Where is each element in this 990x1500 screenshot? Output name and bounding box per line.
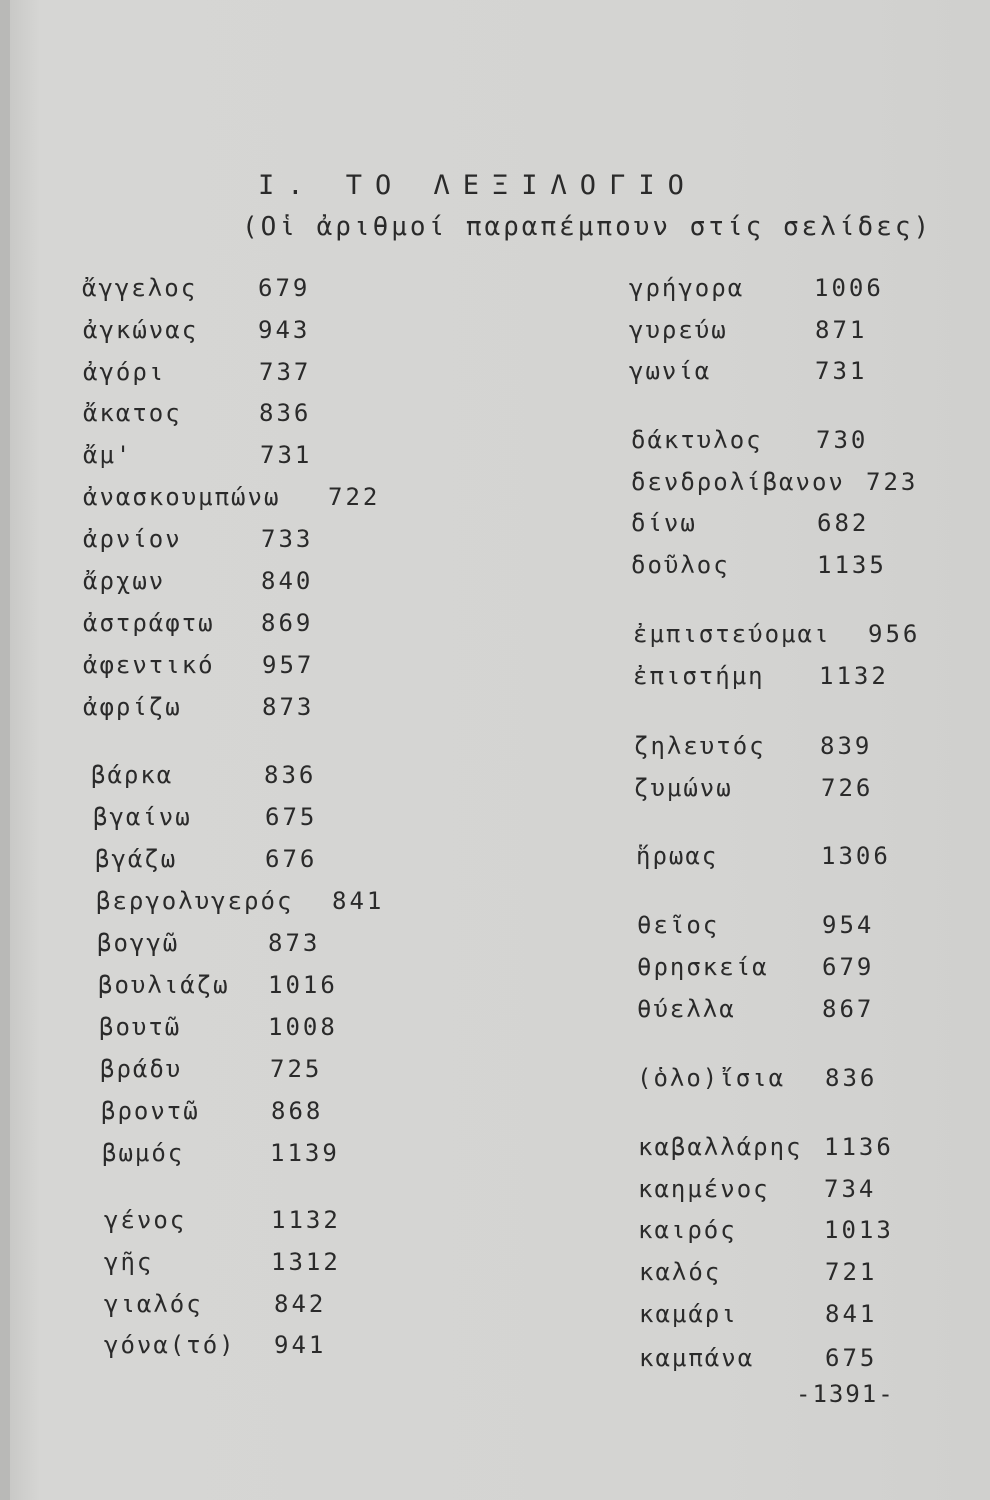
entry-page: 1013 xyxy=(824,1216,894,1244)
entry-word: καιρός xyxy=(638,1216,737,1244)
entry-page: 941 xyxy=(274,1331,327,1359)
entry-page: 737 xyxy=(259,358,312,386)
entry-page: 841 xyxy=(332,887,385,915)
entry-word: καμπάνα xyxy=(639,1344,755,1372)
entry-word: καμάρι xyxy=(639,1300,738,1328)
entry-word: ἀφρίζω xyxy=(83,693,182,721)
entry-page: 1132 xyxy=(271,1206,341,1234)
entry-word: δενδρολίβανον xyxy=(631,468,845,496)
entry-word: γόνα(τό) xyxy=(104,1331,236,1359)
entry-word: ἀγόρι xyxy=(83,358,166,386)
entry-page: 867 xyxy=(822,995,875,1023)
entry-word: ἀρνίον xyxy=(83,525,182,553)
entry-page: 1312 xyxy=(271,1248,341,1276)
entry-page: 679 xyxy=(822,953,875,981)
entry-word: καβαλλάρης xyxy=(638,1133,803,1161)
entry-page: 723 xyxy=(866,468,919,496)
entry-word: ἄμ' xyxy=(83,441,133,469)
entry-page: 722 xyxy=(328,483,381,511)
entry-word: βράδυ xyxy=(100,1055,183,1083)
entry-word: ζηλευτός xyxy=(634,732,766,760)
page-subtitle: (Οἱ ἀριθμοί παραπέμπουν στίς σελίδες) xyxy=(242,212,933,242)
entry-page: 679 xyxy=(258,274,311,302)
entry-word: ἄγγελος xyxy=(82,274,198,302)
entry-word: βροντῶ xyxy=(101,1097,200,1125)
entry-word: βγαίνω xyxy=(93,803,192,831)
entry-page: 840 xyxy=(261,567,314,595)
page-title: I. ΤΟ ΛΕΞΙΛΟΓΙΟ xyxy=(258,170,697,201)
entry-page: 676 xyxy=(265,845,318,873)
entry-page: 1135 xyxy=(817,551,887,579)
entry-page: 1139 xyxy=(270,1139,340,1167)
entry-page: 675 xyxy=(265,803,318,831)
entry-word: (ὁλο)ἴσια xyxy=(637,1064,786,1092)
entry-word: καλός xyxy=(639,1258,722,1286)
entry-word: γωνία xyxy=(629,357,712,385)
entry-word: γυρεύω xyxy=(629,316,728,344)
entry-page: 725 xyxy=(270,1055,323,1083)
entry-page: 721 xyxy=(825,1258,878,1286)
entry-word: βγάζω xyxy=(95,845,178,873)
entry-word: βωμός xyxy=(102,1139,185,1167)
entry-word: θρησκεία xyxy=(637,953,769,981)
entry-page: 954 xyxy=(822,911,875,939)
entry-word: βουλιάζω xyxy=(98,971,230,999)
entry-page: 675 xyxy=(825,1344,878,1372)
entry-word: βεργολυγερός xyxy=(96,887,294,915)
entry-page: 836 xyxy=(825,1064,878,1092)
entry-page: 871 xyxy=(815,316,868,344)
entry-page: 842 xyxy=(274,1290,327,1318)
entry-page: 943 xyxy=(258,316,311,344)
entry-word: γρήγορα xyxy=(629,274,745,302)
entry-page: 869 xyxy=(261,609,314,637)
entry-word: ἀγκώνας xyxy=(83,316,199,344)
entry-word: δάκτυλος xyxy=(631,426,763,454)
entry-page: 1306 xyxy=(821,842,891,870)
entry-page: 731 xyxy=(260,441,313,469)
entry-word: ἀνασκουμπώνω xyxy=(83,483,281,511)
entry-word: βουτῶ xyxy=(99,1013,182,1041)
entry-page: 1006 xyxy=(814,274,884,302)
entry-page: 957 xyxy=(262,651,315,679)
entry-page: 868 xyxy=(271,1097,324,1125)
entry-word: ἥρωας xyxy=(636,842,719,870)
entry-page: 731 xyxy=(815,357,868,385)
entry-word: ἐπιστήμη xyxy=(633,662,765,690)
entry-page: 1016 xyxy=(268,971,338,999)
page-number: -1391- xyxy=(796,1380,895,1408)
entry-page: 873 xyxy=(268,929,321,957)
entry-page: 873 xyxy=(262,693,315,721)
entry-page: 836 xyxy=(264,761,317,789)
entry-page: 682 xyxy=(817,509,870,537)
entry-page: 841 xyxy=(825,1300,878,1328)
entry-word: ἀστράφτω xyxy=(83,609,215,637)
entry-page: 836 xyxy=(259,399,312,427)
entry-page: 839 xyxy=(820,732,873,760)
entry-page: 956 xyxy=(868,620,921,648)
entry-word: γιαλός xyxy=(104,1290,203,1318)
page-edge xyxy=(0,0,10,1500)
entry-word: ζυμώνω xyxy=(634,774,733,802)
entry-word: θεῖος xyxy=(637,911,720,939)
entry-word: βογγῶ xyxy=(97,929,180,957)
entry-word: δοῦλος xyxy=(631,551,730,579)
entry-page: 730 xyxy=(816,426,869,454)
entry-page: 1132 xyxy=(819,662,889,690)
entry-page: 733 xyxy=(261,525,314,553)
entry-word: δίνω xyxy=(631,509,697,537)
entry-page: 1136 xyxy=(824,1133,894,1161)
entry-word: γένος xyxy=(104,1206,187,1234)
entry-word: γῆς xyxy=(104,1248,154,1276)
entry-page: 734 xyxy=(824,1175,877,1203)
entry-word: βάρκα xyxy=(91,761,174,789)
entry-word: ἀφεντικό xyxy=(83,651,215,679)
entry-word: θύελλα xyxy=(637,995,736,1023)
entry-page: 726 xyxy=(821,774,874,802)
entry-word: καημένος xyxy=(638,1175,770,1203)
entry-word: ἄρχων xyxy=(83,567,166,595)
entry-word: ἄκατος xyxy=(83,399,182,427)
entry-word: ἐμπιστεύομαι xyxy=(633,620,831,648)
entry-page: 1008 xyxy=(268,1013,338,1041)
